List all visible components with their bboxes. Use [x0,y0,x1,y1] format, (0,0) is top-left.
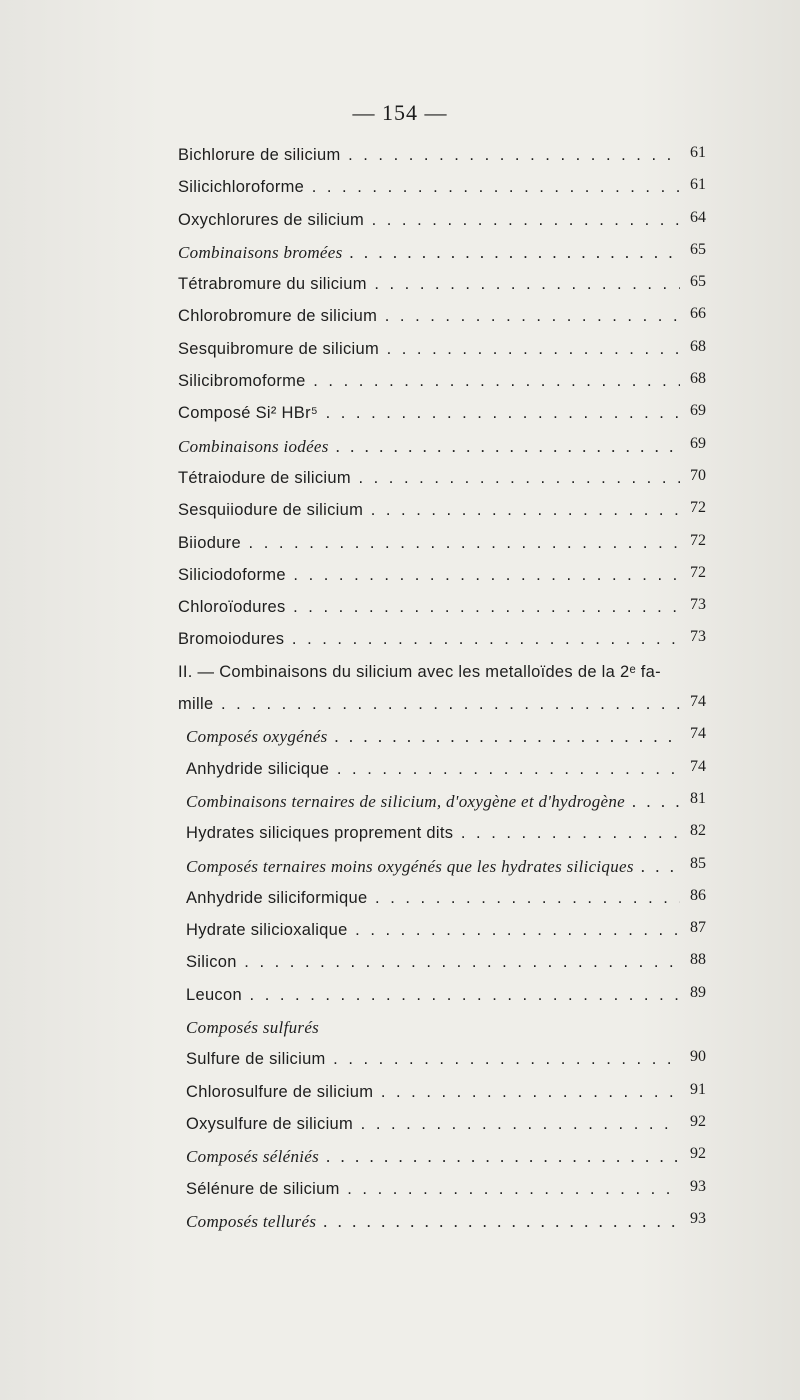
toc-row [0,915,800,947]
toc-entry-page: 73 [690,596,706,614]
toc-row [0,980,800,1012]
toc-section-heading [0,657,800,689]
toc-entry-label: Hydrate silicioxalique . . . [186,921,680,940]
toc-entry-page: 65 [690,273,706,291]
toc-row [0,947,800,979]
toc-entry-label: Combinaisons iodées . . . [178,437,680,457]
toc-row [0,1109,800,1141]
toc-entry-page: 64 [690,208,706,226]
toc-entry-page: 72 [690,499,706,517]
toc-row [0,431,800,463]
toc-entry-label: Anhydride siliciformique . . . [186,889,680,908]
toc-entry-page: 61 [690,176,706,194]
toc-entry-page: 87 [690,919,706,937]
toc-entry-page: 93 [690,1177,706,1195]
toc-row [0,883,800,915]
toc-row [0,560,800,592]
toc-entry-label: Silicichloroforme . . . [178,178,680,197]
toc-entry-page: 90 [690,1048,706,1066]
toc-row [0,592,800,624]
toc-entry-page: 66 [690,305,706,323]
toc-entry-page: 65 [690,240,706,258]
toc-entry-label: Composés tellurés . . . [186,1212,680,1232]
toc-row [0,1141,800,1173]
toc-entry-page: 92 [690,1112,706,1130]
toc-entry-page: 86 [690,886,706,904]
toc-entry-label: Combinaisons ternaires de silicium, d'oxygène et d'hydrogène . . . [186,792,680,812]
toc-entry-page: 85 [690,854,706,872]
toc-entry-label: Combinaisons bromées . . . [178,243,680,263]
toc-entry-page: 91 [690,1080,706,1098]
toc-row [0,754,800,786]
toc-entry-label: Tétraiodure de silicium . . . [178,469,680,488]
toc-row [0,301,800,333]
toc-entry-label: Siliciodoforme . . . [178,566,680,585]
toc-entry-label: Leucon . . . [186,986,680,1005]
page-number: — 154 — [352,100,448,125]
toc-entry-page: 74 [690,757,706,775]
toc-entry-label: Sesquibromure de silicium . . . [178,340,680,359]
toc-entry-page: 72 [690,531,706,549]
table-of-contents [0,140,800,1238]
toc-entry-page: 69 [690,402,706,420]
toc-entry-label: Composés séléniés . . . [186,1147,680,1167]
toc-row [0,334,800,366]
toc-entry-label: II. — Combinaisons du silicium avec les metalloïdes de la 2ᵉ fa- [178,662,661,681]
toc-entry-page: 74 [690,725,706,743]
toc-entry-label: Composés oxygénés . . . [186,727,680,747]
toc-entry-label: Composés ternaires moins oxygénés que les hydrates siliciques . . . [186,857,680,877]
toc-entry-page: 89 [690,983,706,1001]
toc-entry-label: Composés sulfurés [186,1018,320,1038]
toc-entry-label: Bichlorure de silicium . . . [178,146,680,165]
toc-entry-label: Bromoiodures . . . [178,630,680,649]
toc-entry-page: 72 [690,563,706,581]
toc-row [0,398,800,430]
toc-entry-label: Silicon . . . [186,953,680,972]
toc-entry-page: 61 [690,144,706,161]
toc-row [0,721,800,753]
toc-row [0,786,800,818]
toc-entry-page: 74 [690,693,706,711]
toc-row [0,818,800,850]
toc-row [0,172,800,204]
toc-entry-page: 68 [690,337,706,355]
toc-entry-label: mille . . . [178,695,680,714]
toc-row [0,237,800,269]
toc-row [0,1044,800,1076]
toc-entry-label: Composé Si² HBr⁵ . . . [178,404,680,423]
toc-row [0,495,800,527]
toc-entry-label: Chloroïodures . . . [178,598,680,617]
toc-entry-label: Chlorobromure de silicium . . . [178,307,680,326]
toc-entry-label: Hydrates siliciques proprement dits . . . [186,824,680,843]
toc-entry-page: 70 [690,466,706,484]
toc-row [0,1077,800,1109]
toc-entry-label: Biiodure . . . [178,534,680,553]
toc-entry-page: 88 [690,951,706,969]
toc-entry-page: 93 [690,1209,706,1227]
toc-row [0,366,800,398]
toc-entry-label: Silicibromoforme . . . [178,372,680,391]
toc-entry-page: 81 [690,789,706,807]
toc-row [0,140,800,172]
toc-entry-label: Sulfure de silicium . . . [186,1050,680,1069]
toc-entry-page: 69 [690,434,706,452]
toc-row [0,851,800,883]
toc-row [0,1012,800,1044]
toc-row [0,624,800,656]
toc-entry-label: Oxychlorures de silicium . . . [178,211,680,230]
toc-entry-label: Sesquiiodure de silicium . . . [178,501,680,520]
toc-entry-page: 92 [690,1145,706,1163]
toc-entry-label: Tétrabromure du silicium . . . [178,275,680,294]
toc-entry-page: 82 [690,822,706,840]
toc-row [0,689,800,721]
toc-entry-label: Sélénure de silicium . . . [186,1180,680,1199]
toc-row [0,269,800,301]
toc-entry-label: Anhydride silicique . . . [186,760,680,779]
toc-row [0,205,800,237]
toc-row [0,528,800,560]
toc-entry-label: Oxysulfure de silicium . . . [186,1115,680,1134]
toc-row [0,1206,800,1238]
toc-entry-page: 68 [690,370,706,388]
toc-entry-label: Chlorosulfure de silicium . . . [186,1083,680,1102]
toc-row [0,463,800,495]
toc-entry-page: 73 [690,628,706,646]
toc-row [0,1174,800,1206]
